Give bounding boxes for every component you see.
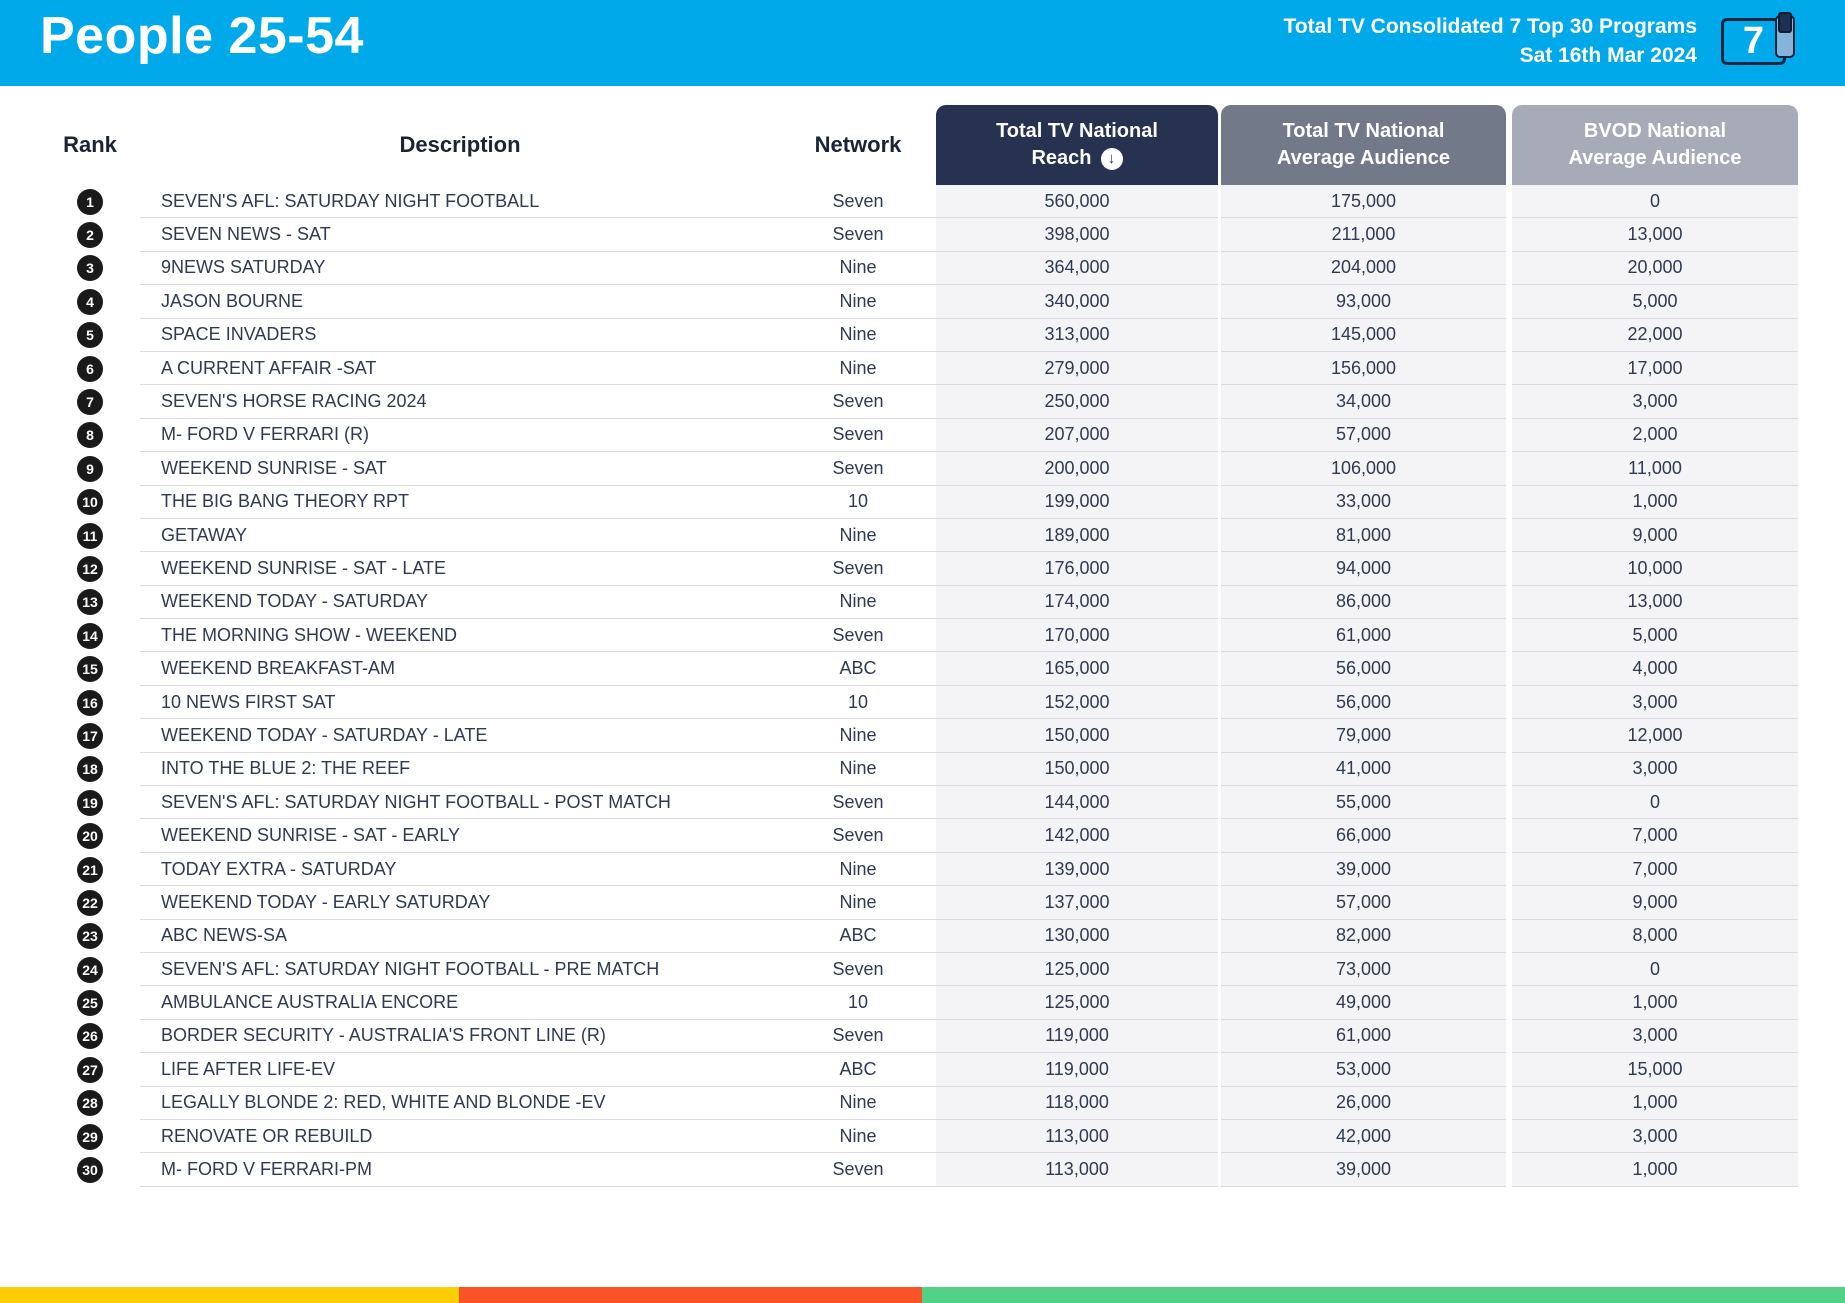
rank-badge: 8 [77, 422, 103, 448]
rank-cell [40, 886, 140, 919]
table-row [40, 1120, 1798, 1153]
bvod-value: 1,000 [1512, 486, 1798, 519]
bvod-value: 11,000 [1512, 452, 1798, 485]
avg-audience-value: 57,000 [1221, 886, 1506, 919]
program-description: SEVEN'S AFL: SATURDAY NIGHT FOOTBALL - PRE MATCH [140, 953, 780, 986]
bvod-value: 1,000 [1512, 986, 1798, 1019]
program-description: WEEKEND SUNRISE - SAT - LATE [140, 552, 780, 585]
bvod-value: 5,000 [1512, 285, 1798, 318]
reach-value: 152,000 [936, 686, 1218, 719]
avg-header-line2: Average Audience [1276, 147, 1451, 169]
reach-value: 200,000 [936, 452, 1218, 485]
sort-descending-icon: ↓ [1101, 148, 1123, 170]
program-description: RENOVATE OR REBUILD [140, 1120, 780, 1153]
seven-multiscreen-logo-icon [1721, 12, 1797, 72]
rank-column-header: Rank [63, 132, 117, 157]
rank-badge: 15 [77, 656, 103, 682]
table-row [40, 920, 1798, 953]
bvod-column-header [1512, 105, 1798, 185]
avg-audience-value: 53,000 [1221, 1053, 1506, 1086]
avg-audience-value: 39,000 [1221, 853, 1506, 886]
program-description: INTO THE BLUE 2: THE REEF [140, 753, 780, 786]
rank-cell [40, 619, 140, 652]
rank-badge: 23 [77, 923, 103, 949]
bvod-value: 3,000 [1512, 385, 1798, 418]
table-row [40, 652, 1798, 685]
reach-value: 130,000 [936, 920, 1218, 953]
network-name: Seven [780, 419, 936, 452]
rank-badge: 14 [77, 623, 103, 649]
table-row [40, 285, 1798, 318]
table-header-row [40, 105, 1798, 185]
page-title: People 25-54 [40, 7, 364, 65]
network-name: Nine [780, 1120, 936, 1153]
program-description: WEEKEND SUNRISE - SAT [140, 452, 780, 485]
avg-audience-value: 211,000 [1221, 218, 1506, 251]
program-description: LEGALLY BLONDE 2: RED, WHITE AND BLONDE -EV [140, 1087, 780, 1120]
network-name: Seven [780, 786, 936, 819]
network-name: ABC [780, 652, 936, 685]
reach-value: 279,000 [936, 352, 1218, 385]
rank-badge: 12 [77, 556, 103, 582]
avg-audience-value: 39,000 [1221, 1153, 1506, 1186]
program-description: 9NEWS SATURDAY [140, 252, 780, 285]
reach-header-line2: Reach [1031, 147, 1092, 169]
reach-value: 125,000 [936, 953, 1218, 986]
network-name: Nine [780, 719, 936, 752]
top-banner [0, 0, 1845, 86]
program-description: WEEKEND TODAY - SATURDAY - LATE [140, 719, 780, 752]
bvod-value: 2,000 [1512, 419, 1798, 452]
table-row [40, 352, 1798, 385]
rank-badge: 29 [77, 1124, 103, 1150]
network-name: Nine [780, 252, 936, 285]
rank-badge: 30 [77, 1157, 103, 1183]
rank-cell [40, 819, 140, 852]
table-row [40, 686, 1798, 719]
avg-header-line1: Total TV National [1282, 120, 1445, 142]
rank-cell [40, 686, 140, 719]
rank-cell [40, 1153, 140, 1186]
reach-value: 118,000 [936, 1087, 1218, 1120]
bvod-value: 1,000 [1512, 1087, 1798, 1120]
bvod-value: 0 [1512, 786, 1798, 819]
bvod-value: 7,000 [1512, 819, 1798, 852]
network-name: Seven [780, 218, 936, 251]
rank-cell [40, 452, 140, 485]
table-row [40, 419, 1798, 452]
table-row [40, 986, 1798, 1019]
program-description: LIFE AFTER LIFE-EV [140, 1053, 780, 1086]
network-name: 10 [780, 486, 936, 519]
rank-cell [40, 519, 140, 552]
reach-value: 113,000 [936, 1153, 1218, 1186]
table-row [40, 1153, 1798, 1186]
rank-cell [40, 753, 140, 786]
reach-value: 250,000 [936, 385, 1218, 418]
network-name: Seven [780, 619, 936, 652]
rank-badge: 5 [77, 322, 103, 348]
bvod-value: 5,000 [1512, 619, 1798, 652]
network-name: 10 [780, 986, 936, 1019]
rank-cell [40, 218, 140, 251]
table-row [40, 319, 1798, 352]
rank-badge: 20 [77, 823, 103, 849]
avg-audience-value: 79,000 [1221, 719, 1506, 752]
reach-value: 150,000 [936, 719, 1218, 752]
table-row [40, 1053, 1798, 1086]
avg-audience-value: 61,000 [1221, 1020, 1506, 1053]
network-name: Seven [780, 452, 936, 485]
rank-badge: 24 [77, 957, 103, 983]
rank-badge: 16 [77, 690, 103, 716]
rank-cell [40, 486, 140, 519]
avg-audience-value: 204,000 [1221, 252, 1506, 285]
rank-cell [40, 185, 140, 218]
reach-value: 364,000 [936, 252, 1218, 285]
top30-table [40, 105, 1798, 1187]
program-description: A CURRENT AFFAIR -SAT [140, 352, 780, 385]
rank-cell [40, 1120, 140, 1153]
program-description: WEEKEND TODAY - EARLY SATURDAY [140, 886, 780, 919]
program-description: AMBULANCE AUSTRALIA ENCORE [140, 986, 780, 1019]
avg-audience-value: 175,000 [1221, 185, 1506, 218]
program-description: 10 NEWS FIRST SAT [140, 686, 780, 719]
bvod-value: 9,000 [1512, 519, 1798, 552]
rank-badge: 10 [77, 489, 103, 515]
bvod-value: 0 [1512, 185, 1798, 218]
network-name: Nine [780, 1087, 936, 1120]
reach-value: 119,000 [936, 1020, 1218, 1053]
rank-badge: 11 [77, 523, 103, 549]
rank-badge: 26 [77, 1023, 103, 1049]
rank-cell [40, 719, 140, 752]
rank-cell [40, 920, 140, 953]
table-row [40, 552, 1798, 585]
reach-value: 189,000 [936, 519, 1218, 552]
rank-cell [40, 319, 140, 352]
rank-cell [40, 1020, 140, 1053]
program-description: SEVEN'S HORSE RACING 2024 [140, 385, 780, 418]
network-name: Nine [780, 519, 936, 552]
bvod-value: 17,000 [1512, 352, 1798, 385]
report-subtitle [1284, 12, 1697, 70]
program-description: ABC NEWS-SA [140, 920, 780, 953]
network-name: Nine [780, 853, 936, 886]
network-name: Nine [780, 285, 936, 318]
rank-badge: 3 [77, 255, 103, 281]
program-description: M- FORD V FERRARI (R) [140, 419, 780, 452]
rank-cell [40, 419, 140, 452]
table-row [40, 786, 1798, 819]
avg-audience-value: 73,000 [1221, 953, 1506, 986]
bvod-header-line1: BVOD National [1583, 120, 1727, 142]
avg-audience-value: 66,000 [1221, 819, 1506, 852]
program-description: JASON BOURNE [140, 285, 780, 318]
avg-audience-value: 81,000 [1221, 519, 1506, 552]
table-row [40, 385, 1798, 418]
bvod-value: 22,000 [1512, 319, 1798, 352]
bvod-value: 9,000 [1512, 886, 1798, 919]
rank-cell [40, 652, 140, 685]
table-row [40, 719, 1798, 752]
avg-audience-value: 145,000 [1221, 319, 1506, 352]
bvod-value: 4,000 [1512, 652, 1798, 685]
network-name: ABC [780, 1053, 936, 1086]
avg-audience-value: 57,000 [1221, 419, 1506, 452]
rank-badge: 17 [77, 723, 103, 749]
table-row [40, 853, 1798, 886]
bvod-value: 13,000 [1512, 586, 1798, 619]
table-row [40, 886, 1798, 919]
table-row [40, 252, 1798, 285]
reach-value: 207,000 [936, 419, 1218, 452]
bvod-header-line2: Average Audience [1568, 147, 1742, 169]
rank-cell [40, 552, 140, 585]
reach-value: 170,000 [936, 619, 1218, 652]
rank-badge: 25 [77, 990, 103, 1016]
rank-badge: 27 [77, 1057, 103, 1083]
avg-audience-value: 156,000 [1221, 352, 1506, 385]
report-date: Sat 16th Mar 2024 [1519, 44, 1697, 67]
network-name: Nine [780, 319, 936, 352]
rank-badge: 21 [77, 857, 103, 883]
avg-audience-value: 56,000 [1221, 686, 1506, 719]
table-row [40, 486, 1798, 519]
avg-audience-column-header [1221, 105, 1506, 185]
rank-badge: 18 [77, 756, 103, 782]
bvod-value: 3,000 [1512, 1120, 1798, 1153]
rank-badge: 6 [77, 356, 103, 382]
program-description: SPACE INVADERS [140, 319, 780, 352]
reach-value: 398,000 [936, 218, 1218, 251]
table-row [40, 218, 1798, 251]
bvod-value: 10,000 [1512, 552, 1798, 585]
program-description: WEEKEND TODAY - SATURDAY [140, 586, 780, 619]
avg-audience-value: 56,000 [1221, 652, 1506, 685]
avg-audience-value: 94,000 [1221, 552, 1506, 585]
table-row [40, 819, 1798, 852]
reach-value: 137,000 [936, 886, 1218, 919]
reach-value: 176,000 [936, 552, 1218, 585]
program-description: SEVEN'S AFL: SATURDAY NIGHT FOOTBALL - POST MATCH [140, 786, 780, 819]
program-description: WEEKEND SUNRISE - SAT - EARLY [140, 819, 780, 852]
rank-badge: 13 [77, 589, 103, 615]
rank-badge: 9 [77, 456, 103, 482]
rank-badge: 19 [77, 790, 103, 816]
reach-value: 313,000 [936, 319, 1218, 352]
avg-audience-value: 82,000 [1221, 920, 1506, 953]
footer-segment-red [459, 1287, 921, 1303]
rank-cell [40, 953, 140, 986]
rank-badge: 7 [77, 389, 103, 415]
program-description: THE MORNING SHOW - WEEKEND [140, 619, 780, 652]
table-row [40, 953, 1798, 986]
rank-cell [40, 1087, 140, 1120]
reach-header-line1: Total TV National [996, 120, 1158, 142]
network-name: Nine [780, 753, 936, 786]
avg-audience-value: 34,000 [1221, 385, 1506, 418]
table-row [40, 1020, 1798, 1053]
avg-audience-value: 41,000 [1221, 753, 1506, 786]
table-row [40, 753, 1798, 786]
program-description: THE BIG BANG THEORY RPT [140, 486, 780, 519]
reach-value: 340,000 [936, 285, 1218, 318]
bvod-value: 12,000 [1512, 719, 1798, 752]
avg-audience-value: 86,000 [1221, 586, 1506, 619]
rank-cell [40, 786, 140, 819]
avg-audience-value: 106,000 [1221, 452, 1506, 485]
program-description: WEEKEND BREAKFAST-AM [140, 652, 780, 685]
network-name: Seven [780, 1153, 936, 1186]
reach-value: 119,000 [936, 1053, 1218, 1086]
rank-cell [40, 352, 140, 385]
network-name: Nine [780, 586, 936, 619]
phone-screen-icon [1778, 12, 1792, 33]
network-name: Seven [780, 385, 936, 418]
network-name: Seven [780, 953, 936, 986]
network-name: Seven [780, 1020, 936, 1053]
bvod-value: 3,000 [1512, 686, 1798, 719]
table-row [40, 185, 1798, 218]
network-name: Nine [780, 886, 936, 919]
bvod-value: 7,000 [1512, 853, 1798, 886]
reach-value: 199,000 [936, 486, 1218, 519]
reach-value: 125,000 [936, 986, 1218, 1019]
network-name: Nine [780, 352, 936, 385]
table-row [40, 619, 1798, 652]
rank-cell [40, 385, 140, 418]
reach-column-header[interactable] [936, 105, 1218, 185]
avg-audience-value: 42,000 [1221, 1120, 1506, 1153]
avg-audience-value: 55,000 [1221, 786, 1506, 819]
bvod-value: 1,000 [1512, 1153, 1798, 1186]
avg-audience-value: 61,000 [1221, 619, 1506, 652]
network-name: ABC [780, 920, 936, 953]
table-row [40, 519, 1798, 552]
reach-value: 174,000 [936, 586, 1218, 619]
network-name: 10 [780, 686, 936, 719]
reach-value: 142,000 [936, 819, 1218, 852]
rank-cell [40, 285, 140, 318]
footer-segment-green [922, 1287, 1845, 1303]
program-description: M- FORD V FERRARI-PM [140, 1153, 780, 1186]
network-column-header: Network [814, 132, 902, 157]
rank-cell [40, 586, 140, 619]
rank-badge: 4 [77, 289, 103, 315]
program-description: SEVEN'S AFL: SATURDAY NIGHT FOOTBALL [140, 185, 780, 218]
bvod-value: 3,000 [1512, 1020, 1798, 1053]
rank-cell [40, 986, 140, 1019]
avg-audience-value: 26,000 [1221, 1087, 1506, 1120]
reach-value: 144,000 [936, 786, 1218, 819]
rank-badge: 22 [77, 890, 103, 916]
rank-badge: 2 [77, 222, 103, 248]
description-column-header: Description [399, 132, 521, 157]
reach-value: 139,000 [936, 853, 1218, 886]
reach-value: 150,000 [936, 753, 1218, 786]
rank-badge: 1 [77, 189, 103, 215]
rank-badge: 28 [77, 1090, 103, 1116]
footer-color-bar [0, 1287, 1845, 1303]
reach-value: 165,000 [936, 652, 1218, 685]
avg-audience-value: 93,000 [1221, 285, 1506, 318]
table-row [40, 452, 1798, 485]
bvod-value: 0 [1512, 953, 1798, 986]
table-row [40, 1087, 1798, 1120]
program-description: SEVEN NEWS - SAT [140, 218, 780, 251]
program-description: GETAWAY [140, 519, 780, 552]
report-subtitle-line1: Total TV Consolidated 7 Top 30 Programs [1283, 15, 1697, 38]
program-description: TODAY EXTRA - SATURDAY [140, 853, 780, 886]
program-description: BORDER SECURITY - AUSTRALIA'S FRONT LINE (R) [140, 1020, 780, 1053]
network-name: Seven [780, 552, 936, 585]
avg-audience-value: 33,000 [1221, 486, 1506, 519]
network-name: Seven [780, 819, 936, 852]
bvod-value: 3,000 [1512, 753, 1798, 786]
network-name: Seven [780, 185, 936, 218]
avg-audience-value: 49,000 [1221, 986, 1506, 1019]
bvod-value: 15,000 [1512, 1053, 1798, 1086]
bvod-value: 20,000 [1512, 252, 1798, 285]
rank-cell [40, 853, 140, 886]
bvod-value: 13,000 [1512, 218, 1798, 251]
table-row [40, 586, 1798, 619]
bvod-value: 8,000 [1512, 920, 1798, 953]
tv-screen-icon: 7 [1721, 18, 1786, 65]
rank-cell [40, 252, 140, 285]
reach-value: 113,000 [936, 1120, 1218, 1153]
footer-segment-yellow [0, 1287, 459, 1303]
rank-cell [40, 1053, 140, 1086]
table-body [40, 185, 1798, 1187]
reach-value: 560,000 [936, 185, 1218, 218]
